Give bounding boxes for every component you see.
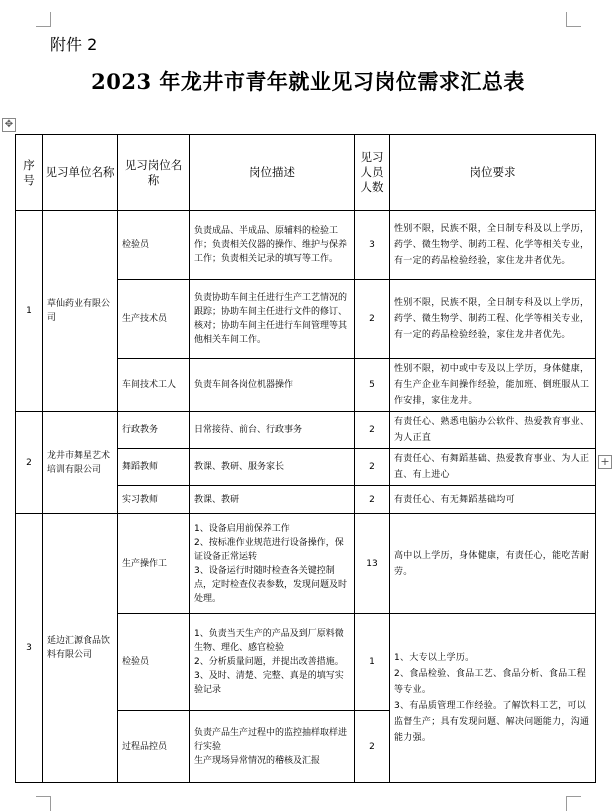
seq-cell: 2	[16, 412, 43, 514]
req-cell: 高中以上学历，身体健康，有责任心，能吃苦耐劳。	[390, 514, 596, 614]
count-cell: 2	[355, 412, 390, 449]
header-unit: 见习单位名称	[43, 135, 118, 211]
positions-table	[15, 134, 596, 783]
page-corner-mark	[36, 12, 51, 27]
desc-cell: 日常接待、前台、行政事务	[190, 412, 355, 449]
req-cell: 性别不限，民族不限，全日制专科及以上学历，药学、微生物学、制药工程、化学等相关专业，有一定的药品检验经验，家住龙井者优先。	[390, 280, 596, 359]
table-header-row	[16, 135, 596, 211]
desc-cell: 1、负责当天生产的产品及到厂原料微生物、理化、感官检验 2、分析质量问题，并提出改善措施。 3、及时、清楚、完整、真是的填写实验记录	[190, 614, 355, 711]
page-title: 2023 年龙井市青年就业见习岗位需求汇总表	[91, 69, 525, 94]
count-cell: 2	[355, 711, 390, 783]
position-cell: 行政教务	[118, 412, 190, 449]
seq-cell: 1	[16, 211, 43, 412]
position-cell: 检验员	[118, 614, 190, 711]
position-cell: 实习教师	[118, 486, 190, 514]
position-cell: 舞蹈教师	[118, 449, 190, 486]
header-desc: 岗位描述	[190, 135, 355, 211]
desc-cell: 1、设备启用前保养工作 2、按标准作业规范进行设备操作，保证设备正常运转 3、设备运行时随时检查各关键控制点，定时检查仪表参数，发现问题及时处理。	[190, 514, 355, 614]
position-cell: 过程品控员	[118, 711, 190, 783]
attachment-label: 附件 2	[50, 35, 98, 54]
count-cell: 3	[355, 211, 390, 280]
seq-cell: 3	[16, 514, 43, 783]
shared-req-cell: 1、大专以上学历。 2、食品检验、食品工艺、食品分析、食品工程等专业。 3、有品质管理工作经验。了解饮料工艺，可以监督生产；具有发现问题、解决问题能力，沟通能力强。	[390, 614, 596, 783]
position-cell: 生产操作工	[118, 514, 190, 614]
table-row	[16, 211, 596, 280]
desc-cell: 负责产品生产过程中的监控抽样取样进行实验 生产现场异常情况的稽核及汇报	[190, 711, 355, 783]
desc-cell: 教课、教研、服务家长	[190, 449, 355, 486]
desc-cell: 负责协助车间主任进行生产工艺情况的跟踪；协助车间主任进行文件的修订、核对；协助车间主任进行车间管理等其他相关车间工作。	[190, 280, 355, 359]
desc-cell: 教课、教研	[190, 486, 355, 514]
page-corner-mark	[566, 12, 581, 27]
header-seq: 序号	[16, 135, 43, 211]
req-cell: 有责任心、熟悉电脑办公软件、热爱教育事业、为人正直	[390, 412, 596, 449]
unit-name-cell: 龙井市舞星艺术培训有限公司	[43, 412, 118, 514]
count-cell: 2	[355, 486, 390, 514]
position-cell: 检验员	[118, 211, 190, 280]
position-cell: 车间技术工人	[118, 359, 190, 412]
count-cell: 13	[355, 514, 390, 614]
page-corner-mark	[566, 796, 581, 811]
desc-cell: 负责车间各岗位机器操作	[190, 359, 355, 412]
req-cell: 性别不限，初中或中专及以上学历，身体健康，有生产企业车间操作经验，能加班、倒班服从工作安排，家住龙井。	[390, 359, 596, 412]
add-column-icon[interactable]: +	[598, 455, 612, 469]
page-corner-mark	[36, 796, 51, 811]
unit-name-cell: 草仙药业有限公司	[43, 211, 118, 412]
req-cell: 有责任心、有舞蹈基础、热爱教育事业、为人正直、有上进心	[390, 449, 596, 486]
count-cell: 2	[355, 449, 390, 486]
req-cell: 有责任心、有无舞蹈基础均可	[390, 486, 596, 514]
table-row	[16, 514, 596, 614]
count-cell: 2	[355, 280, 390, 359]
header-position: 见习岗位名称	[118, 135, 190, 211]
unit-name-cell: 延边汇源食品饮料有限公司	[43, 514, 118, 783]
table-move-handle-icon[interactable]: ✥	[2, 118, 16, 132]
table-row	[16, 412, 596, 449]
header-count: 见习人员人数	[355, 135, 390, 211]
req-cell: 性别不限，民族不限，全日制专科及以上学历，药学、微生物学、制药工程、化学等相关专业，有一定的药品检验经验，家住龙井者优先。	[390, 211, 596, 280]
count-cell: 1	[355, 614, 390, 711]
desc-cell: 负责成品、半成品、原辅料的检验工作；负责相关仪器的操作、维护与保养工作；负责相关记录的填写等工作。	[190, 211, 355, 280]
count-cell: 5	[355, 359, 390, 412]
position-cell: 生产技术员	[118, 280, 190, 359]
header-req: 岗位要求	[390, 135, 596, 211]
